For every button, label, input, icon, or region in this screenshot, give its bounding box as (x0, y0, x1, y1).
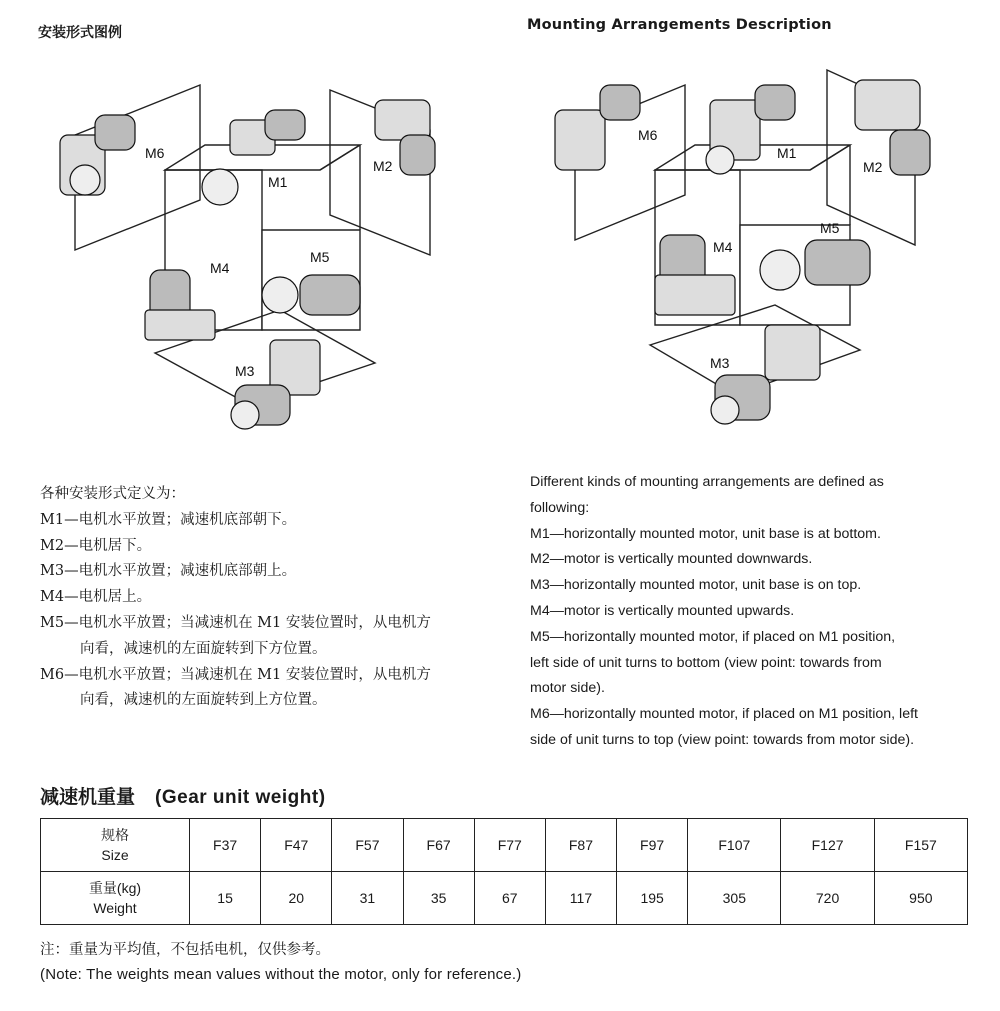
en-intro-line1: Different kinds of mounting arrangements are defined as (530, 474, 884, 490)
label-m6: M6 (638, 127, 658, 143)
en-m6-line2: side of unit turns to top (view point: towards from motor side). (530, 731, 915, 748)
table-row-weight (41, 872, 968, 925)
label-m5: M5 (310, 249, 330, 265)
definitions-cn (40, 482, 510, 714)
weight-cell: 305 (688, 872, 781, 925)
label-m1: M1 (777, 145, 797, 161)
weight-header-cn: 重量(kg) (88, 880, 142, 896)
table-row-size (41, 819, 968, 872)
en-m1: M1—horizontally mounted motor, unit base is at bottom. (530, 525, 881, 542)
en-m3: M3—horizontally mounted motor, unit base is on top. (530, 577, 862, 594)
note-en: (Note: The weights mean values without the motor, only for reference.) (40, 966, 522, 983)
label-m6: M6 (145, 145, 165, 161)
label-m2: M2 (863, 159, 883, 175)
label-m1: M1 (268, 174, 288, 190)
definitions-en (530, 470, 970, 754)
cn-m5-line2: 向看，减速机的左面旋转到下方位置。 (80, 640, 327, 657)
size-header (41, 819, 190, 872)
weight-cell: 31 (332, 872, 403, 925)
title-cn: 安装形式图例 (38, 25, 122, 41)
cn-m6-line1: M6—电机水平放置；当减速机在 M1 安装位置时，从电机方 (40, 666, 431, 683)
weight-table (40, 818, 968, 925)
weight-title-en: (Gear unit weight) (155, 787, 326, 808)
size-cell: F97 (617, 819, 688, 872)
en-m6-line1: M6—horizontally mounted motor, if placed on M1 position, left (530, 706, 918, 723)
en-m5-line2: left side of unit turns to bottom (view point: towards from (530, 654, 882, 671)
size-cell: F77 (474, 819, 545, 872)
size-cell: F57 (332, 819, 403, 872)
en-intro-line2: following: (530, 499, 590, 516)
weight-header (41, 872, 190, 925)
cn-m4: M4—电机居上。 (40, 589, 152, 606)
weight-cell: 720 (781, 872, 874, 925)
label-m5: M5 (820, 220, 840, 236)
weight-cell: 195 (617, 872, 688, 925)
cn-m2: M2—电机居下。 (40, 537, 152, 554)
weight-section-title (40, 782, 326, 809)
en-m2: M2—motor is vertically mounted downwards. (530, 551, 813, 568)
size-header-cn: 规格 (101, 827, 129, 843)
en-m4: M4—motor is vertically mounted upwards. (530, 602, 795, 619)
note-cn: 注：重量为平均值，不包括电机，仅供参考。 (40, 942, 330, 958)
label-m3: M3 (710, 355, 730, 371)
size-cell: F127 (781, 819, 874, 872)
weight-cell: 20 (261, 872, 332, 925)
en-m5-line3: motor side). (530, 680, 605, 697)
size-cell: F157 (874, 819, 967, 872)
size-header-en: Size (101, 847, 129, 863)
weight-header-en: Weight (93, 900, 137, 916)
label-m3: M3 (235, 363, 255, 379)
weight-cell: 15 (190, 872, 261, 925)
label-m4: M4 (713, 239, 733, 255)
weight-cell: 35 (403, 872, 474, 925)
en-m5-line1: M5—horizontally mounted motor, if placed on M1 position, (530, 628, 896, 645)
size-cell: F87 (545, 819, 616, 872)
mounting-diagram-right (545, 60, 965, 450)
size-cell: F107 (688, 819, 781, 872)
title-en: Mounting Arrangements Description (527, 17, 832, 33)
cn-m5-line1: M5—电机水平放置；当减速机在 M1 安装位置时，从电机方 (40, 614, 431, 631)
cn-m3: M3—电机水平放置；减速机底部朝上。 (40, 563, 297, 580)
weight-title-cn: 减速机重量 (40, 786, 136, 808)
weight-cell: 950 (874, 872, 967, 925)
size-cell: F47 (261, 819, 332, 872)
label-m4: M4 (210, 260, 230, 276)
label-m2: M2 (373, 158, 393, 174)
size-cell: F37 (190, 819, 261, 872)
size-cell: F67 (403, 819, 474, 872)
weight-cell: 67 (474, 872, 545, 925)
mounting-diagram-left (40, 75, 460, 455)
weight-cell: 117 (545, 872, 616, 925)
cn-m1: M1—电机水平放置；减速机底部朝下。 (40, 511, 297, 528)
cn-m6-line2: 向看，减速机的左面旋转到上方位置。 (80, 692, 327, 709)
cn-intro: 各种安装形式定义为： (40, 486, 185, 502)
